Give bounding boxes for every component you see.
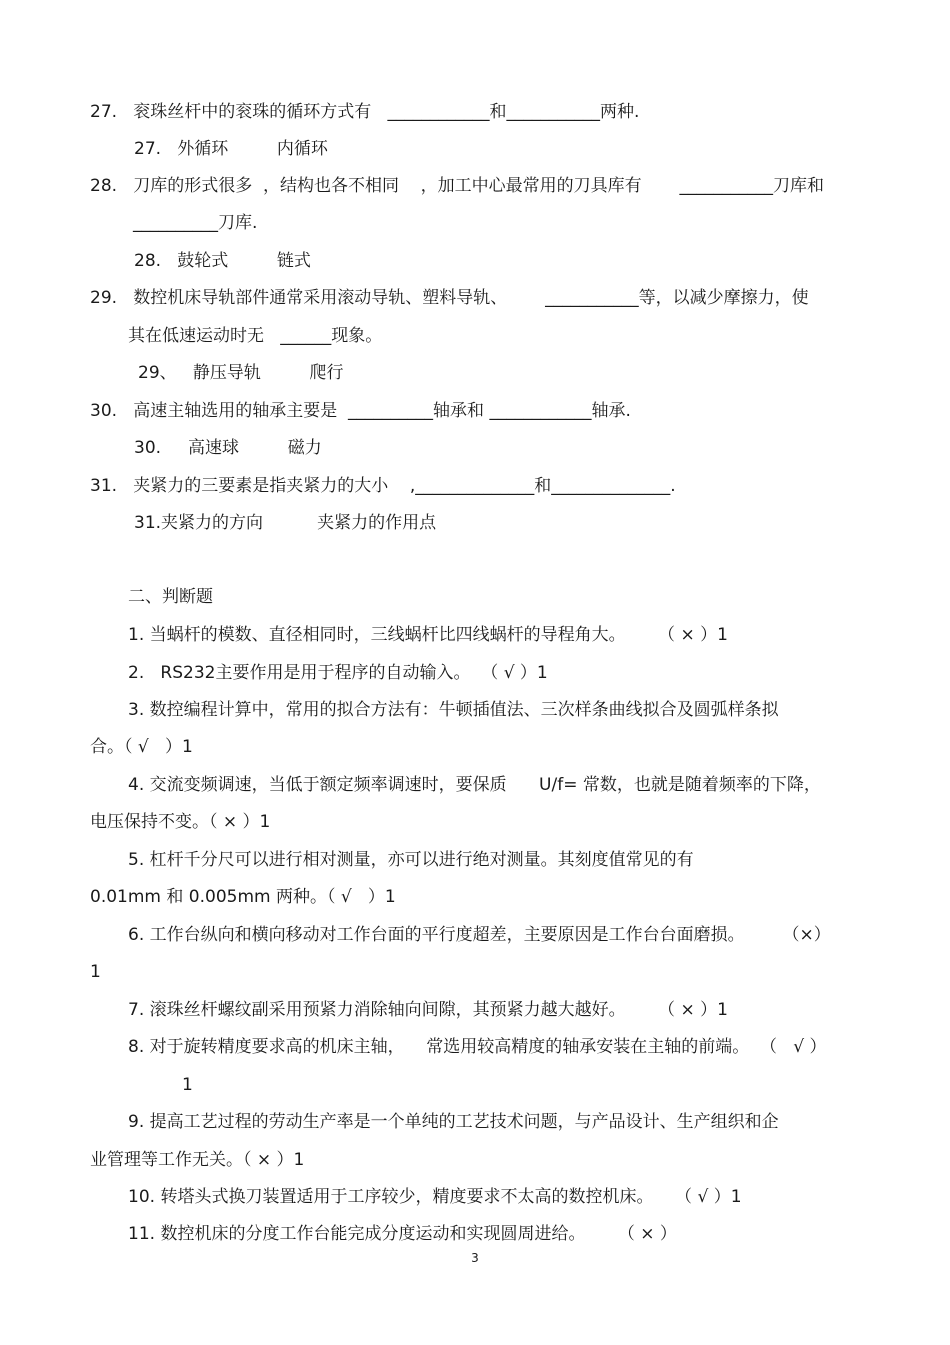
judgment-line: 2. RS232主要作用是用于程序的自动输入。 （ √ ）1 [128, 663, 548, 683]
judgment-line: 1 [90, 962, 101, 982]
q27-question: 27. 衮珠丝杆中的衮珠的循环方式有 ____________和___________两种. [90, 102, 640, 122]
q30-question: 30. 高速主轴选用的轴承主要是 __________轴承和 ____________轴承. [90, 401, 631, 421]
judgment-line: 电压保持不变。（ × ）1 [90, 812, 271, 832]
judgment-line: 3. 数控编程计算中，常用的拟合方法有：牛顿插值法、三次样条曲线拟合及圆弧样条拟 [128, 700, 779, 720]
judgment-line: 4. 交流变频调速，当低于额定频率调速时，要保质 U/f= 常数，也就是随着频率的下降， [128, 775, 821, 795]
q27-answer: 27. 外循环 内循环 [134, 139, 328, 159]
q29-question-line2: 其在低速运动时无 ______现象。 [128, 326, 383, 346]
q29-question-line1: 29. 数控机床导轨部件通常采用滚动导轨、塑料导轨、 ___________等，以减少摩擦力，使 [90, 288, 809, 308]
section-heading: 二、判断题 [128, 587, 213, 607]
judgment-line: 9. 提高工艺过程的劳动生产率是一个单纯的工艺技术问题，与产品设计、生产组织和企 [128, 1112, 779, 1132]
judgment-line: 业管理等工作无关。（ × ）1 [90, 1150, 305, 1170]
judgment-line: 10. 转塔头式换刀装置适用于工序较少，精度要求不太高的数控机床。 （ √ ）1 [128, 1187, 742, 1207]
judgment-line: 11. 数控机床的分度工作台能完成分度运动和实现圆周进给。 （ × ） [128, 1224, 677, 1244]
q28-question-line2: __________刀库. [133, 213, 258, 233]
q28-question-line1: 28. 刀库的形式很多 ，结构也各不相同 ，加工中心最常用的刀具库有 ___________刀库和 [90, 176, 824, 196]
judgment-line: 6. 工作台纵向和横向移动对工作台面的平行度超差，主要原因是工作台台面磨损。 （×） [128, 925, 831, 945]
page-number: 3 [471, 1251, 479, 1265]
q31-question: 31. 夹紧力的三要素是指夹紧力的大小 ,______________和______________. [90, 476, 676, 496]
judgment-line: 1. 当蜗杆的模数、直径相同时，三线蜗杆比四线蜗杆的导程角大。 （ × ）1 [128, 625, 728, 645]
q30-answer: 30. 高速球 磁力 [134, 438, 322, 458]
judgment-line: 0.01mm 和 0.005mm 两种。（ √ ）1 [90, 887, 396, 907]
judgment-line: 1 [182, 1075, 193, 1095]
judgment-line: 7. 滚珠丝杆螺纹副采用预紧力消除轴向间隙，其预紧力越大越好。 （ × ）1 [128, 1000, 728, 1020]
q31-answer: 31.夹紧力的方向 夹紧力的作用点 [134, 513, 437, 533]
judgment-line: 5. 杠杆千分尺可以进行相对测量，亦可以进行绝对测量。其刻度值常见的有 [128, 850, 694, 870]
judgment-line: 8. 对于旋转精度要求高的机床主轴， 常选用较高精度的轴承安装在主轴的前端。 （ √ ） [128, 1037, 827, 1057]
q29-answer: 29、 静压导轨 爬行 [138, 363, 344, 383]
q28-answer: 28. 鼓轮式 链式 [134, 251, 311, 271]
judgment-line: 合。（ √ ）1 [90, 737, 193, 757]
